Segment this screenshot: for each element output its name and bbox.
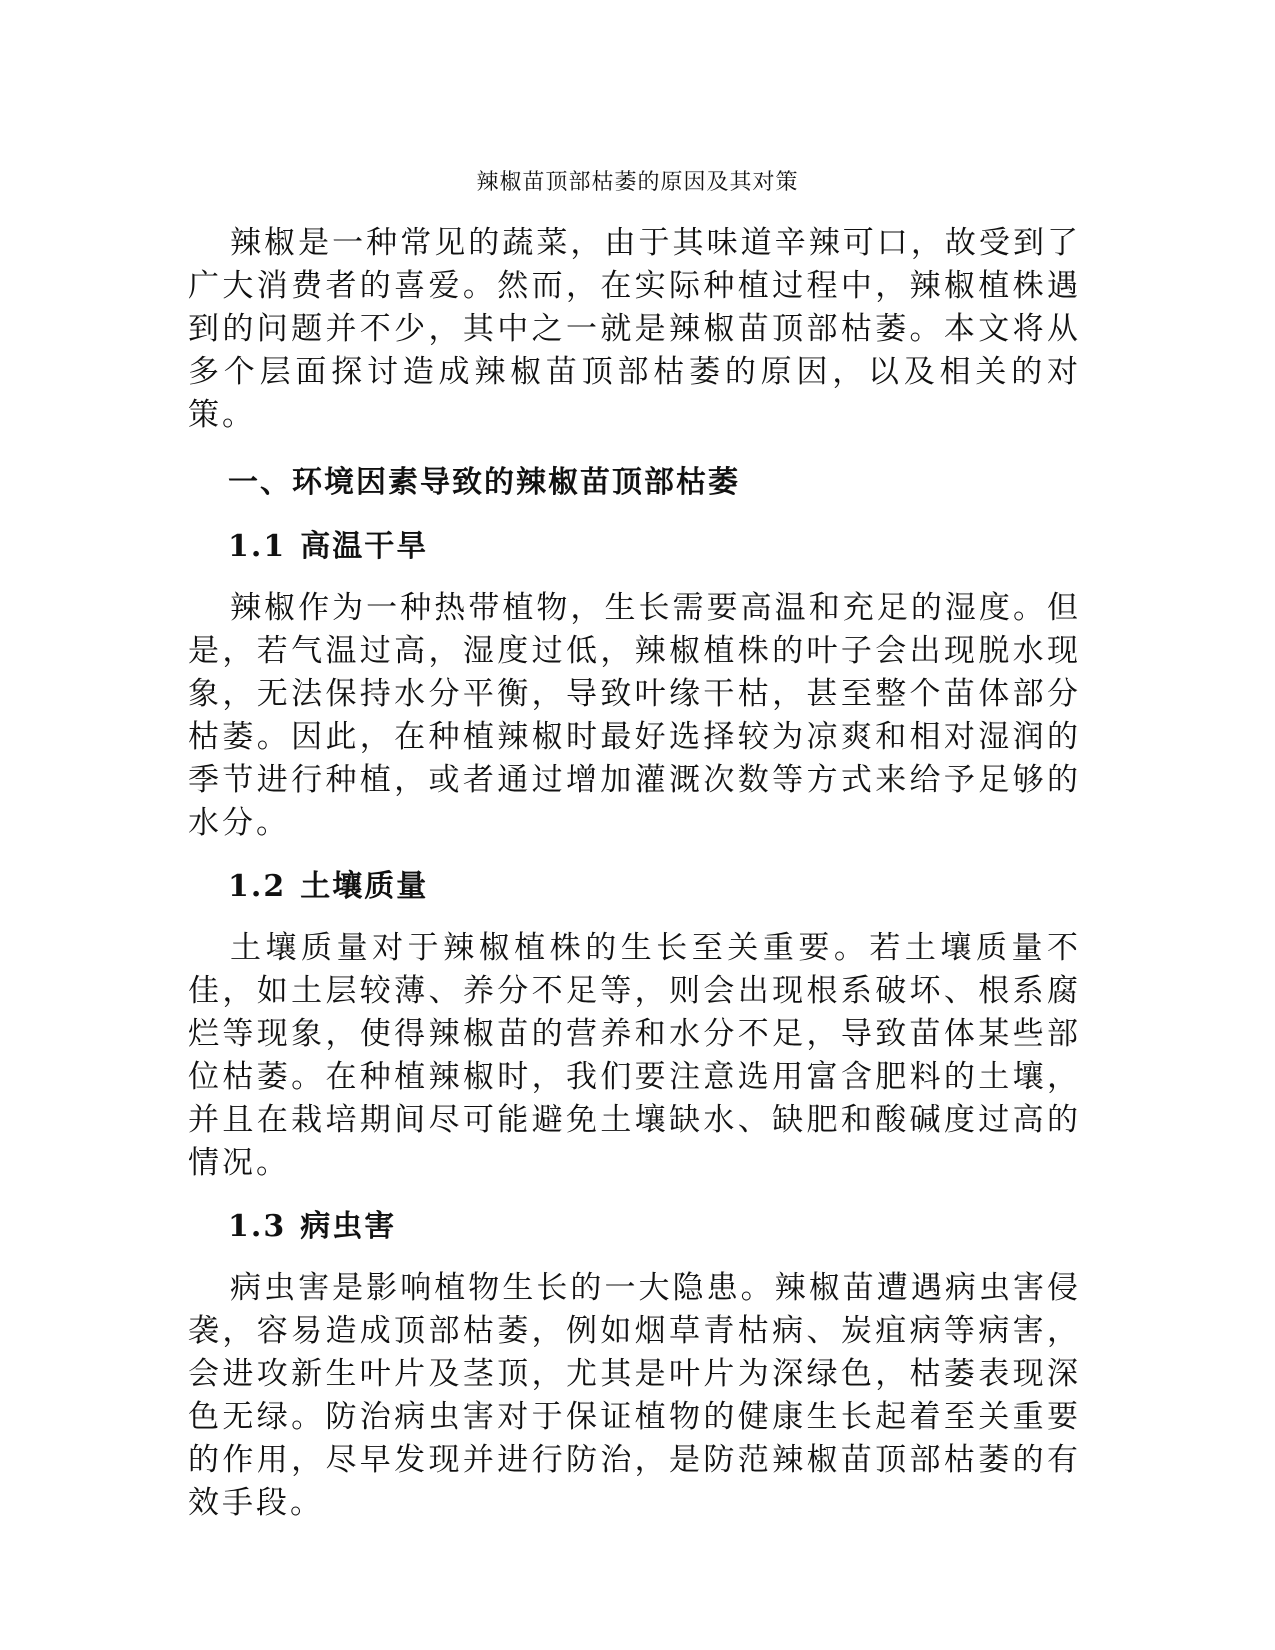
subsection-title: 土壤质量 xyxy=(300,869,429,904)
subsection-heading-1-2 xyxy=(188,865,1081,909)
subsection-heading-1-3 xyxy=(188,1205,1081,1249)
document-body xyxy=(188,222,1081,1525)
subsection-heading-1-1 xyxy=(188,525,1081,569)
subsection-title: 病虫害 xyxy=(300,1209,397,1244)
subsection-number: 1.1 xyxy=(228,529,287,564)
section-heading: 一、环境因素导致的辣椒苗顶部枯萎 xyxy=(228,465,740,500)
subsection-title: 高温干旱 xyxy=(300,529,429,564)
subsection-paragraph-1-3: 病虫害是影响植物生长的一大隐患。辣椒苗遭遇病虫害侵袭，容易造成顶部枯萎，例如烟草青枯病、炭疽病等病害，会进攻新生叶片及茎顶，尤其是叶片为深绿色，枯萎表现深色无绿。防治病虫害对于保证植物的健康生长起着至关重要的作用，尽早发现并进行防治，是防范辣椒苗顶部枯萎的有效手段。 xyxy=(188,1270,1081,1521)
document-title: 辣椒苗顶部枯萎的原因及其对策 xyxy=(476,170,799,195)
subsection-number: 1.2 xyxy=(228,869,287,904)
subsection-paragraph-1-2: 土壤质量对于辣椒植株的生长至关重要。若土壤质量不佳，如土层较薄、养分不足等，则会出现根系破坏、根系腐烂等现象，使得辣椒苗的营养和水分不足，导致苗体某些部位枯萎。在种植辣椒时，我们要注意选用富含肥料的土壤，并且在栽培期间尽可能避免土壤缺水、缺肥和酸碱度过高的情况。 xyxy=(188,930,1081,1181)
intro-paragraph: 辣椒是一种常见的蔬菜，由于其味道辛辣可口，故受到了广大消费者的喜爱。然而，在实际种植过程中，辣椒植株遇到的问题并不少，其中之一就是辣椒苗顶部枯萎。本文将从多个层面探讨造成辣椒苗顶部枯萎的原因，以及相关的对策。 xyxy=(188,225,1081,433)
subsection-paragraph-1-1: 辣椒作为一种热带植物，生长需要高温和充足的湿度。但是，若气温过高，湿度过低，辣椒植株的叶子会出现脱水现象，无法保持水分平衡，导致叶缘干枯，甚至整个苗体部分枯萎。因此，在种植辣椒时最好选择较为凉爽和相对湿润的季节进行种植，或者通过增加灌溉次数等方式来给予足够的水分。 xyxy=(188,590,1081,841)
subsection-number: 1.3 xyxy=(228,1209,287,1244)
